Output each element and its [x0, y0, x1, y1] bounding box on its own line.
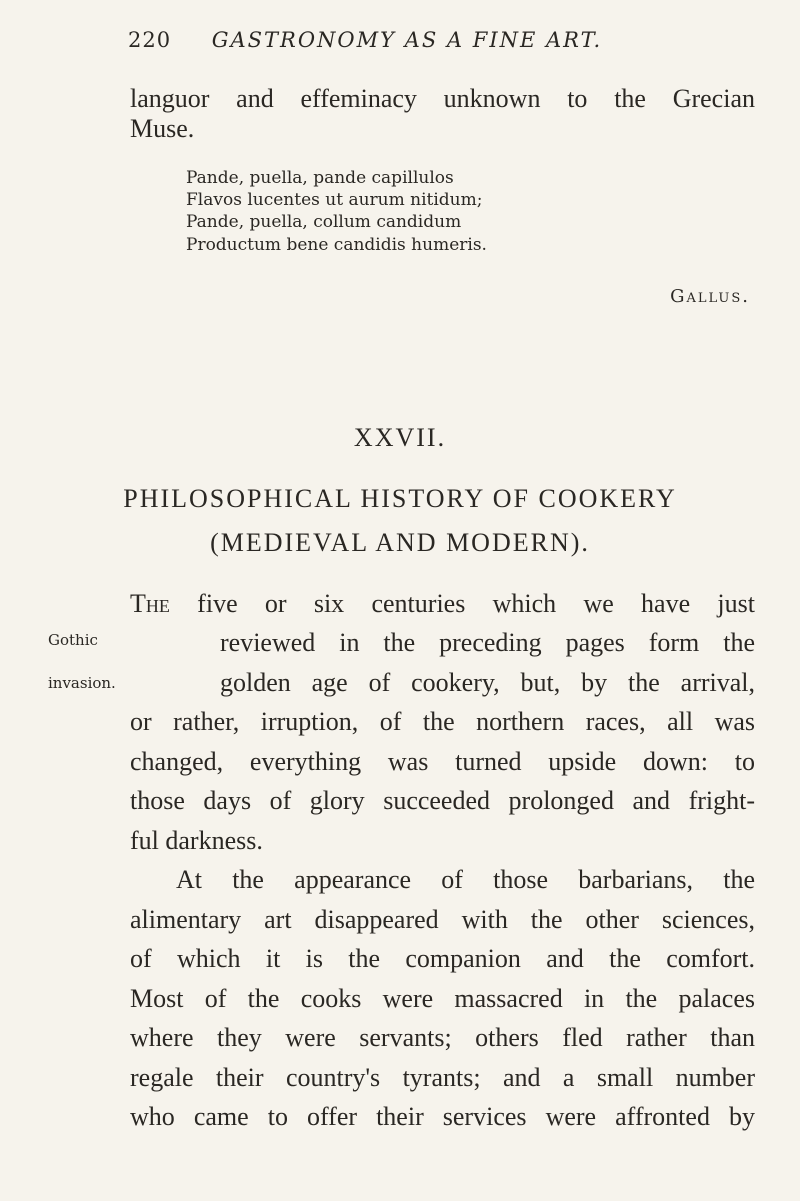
paragraph-line — [130, 589, 755, 619]
paragraph-line: changed, everything was turned upside down: to — [130, 747, 755, 776]
paragraph-line: At the appearance of those barbarians, the — [176, 865, 755, 894]
verse-attribution: Gallus. — [670, 286, 750, 307]
paragraph-line: who came to offer their services were affronted by — [130, 1102, 755, 1131]
paragraph-line: ful darkness. — [130, 826, 263, 855]
margin-note-line-2: invasion. — [48, 674, 116, 692]
paragraph-line: those days of glory succeeded prolonged and fright- — [130, 786, 755, 815]
paragraph-line: where they were servants; others fled rather than — [130, 1023, 755, 1052]
paragraph-line: or rather, irruption, of the northern races, all was — [130, 707, 755, 736]
paragraph-line: Most of the cooks were massacred in the palaces — [130, 984, 755, 1013]
verse-line: Pande, puella, collum candidum — [186, 212, 462, 232]
drop-word: The — [130, 589, 170, 618]
running-head — [128, 28, 688, 52]
paragraph-line: reviewed in the preceding pages form the — [220, 628, 755, 657]
verse-line: Flavos lucentes ut aurum nitidum; — [186, 190, 483, 210]
paragraph-line: golden age of cookery, but, by the arrival, — [220, 668, 755, 697]
chapter-number: XXVII. — [353, 423, 447, 452]
margin-note-line-1: Gothic — [48, 631, 98, 649]
running-title: GASTRONOMY AS A FINE ART. — [211, 28, 603, 52]
intro-line: languor and effeminacy unknown to the Grecian — [130, 84, 755, 113]
chapter-title-line-2: (MEDIEVAL AND MODERN). — [210, 528, 590, 557]
first-line-text: five or six centuries which we have just — [169, 589, 755, 618]
intro-line: Muse. — [130, 114, 195, 143]
verse-line: Productum bene candidis humeris. — [186, 235, 487, 255]
paragraph-line: alimentary art disappeared with the other sciences, — [130, 905, 755, 934]
paragraph-line: of which it is the companion and the comfort. — [130, 944, 755, 973]
paragraph-line: regale their country's tyrants; and a small number — [130, 1063, 755, 1092]
verse-line: Pande, puella, pande capillulos — [186, 168, 454, 188]
page-number: 220 — [128, 28, 172, 52]
chapter-title-line-1: PHILOSOPHICAL HISTORY OF COOKERY — [123, 484, 677, 513]
